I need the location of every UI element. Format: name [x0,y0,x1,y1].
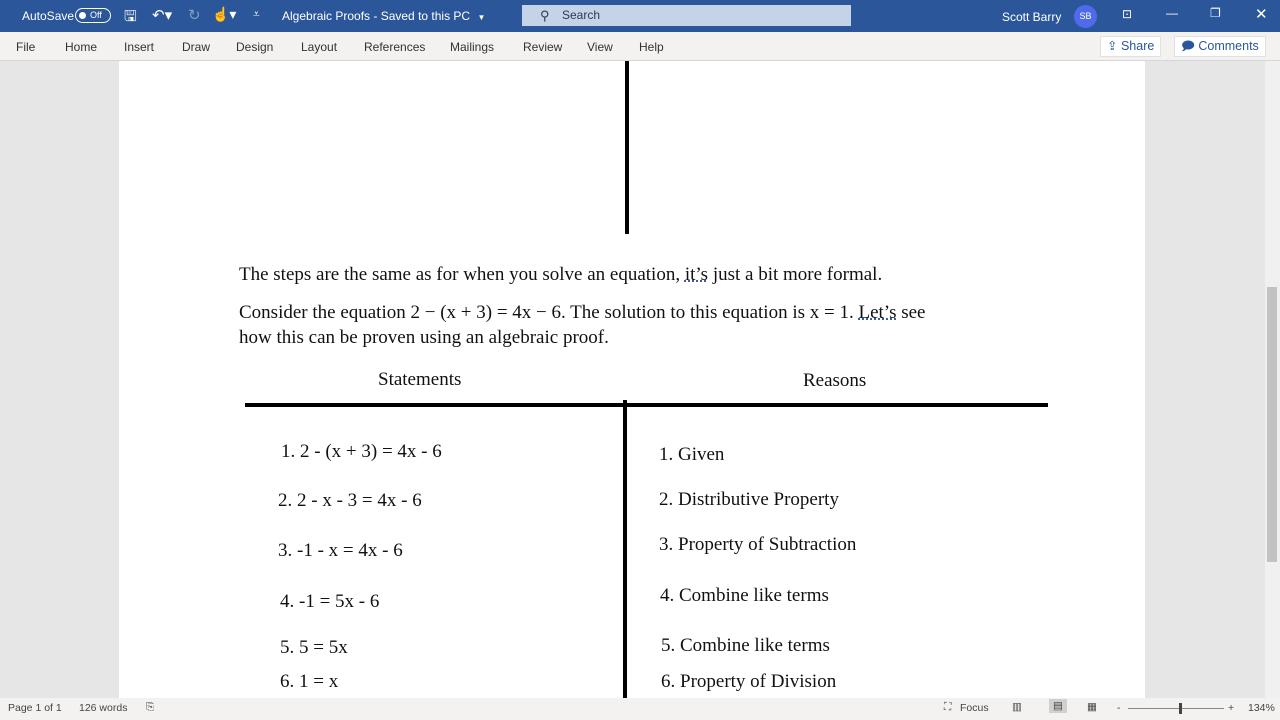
tab-help[interactable]: Help [639,40,664,54]
statement-6: 6. 1 = x [280,671,339,692]
zoom-out-icon[interactable]: - [1117,702,1121,714]
page-count[interactable]: Page 1 of 1 [8,702,62,714]
avatar[interactable]: SB [1074,5,1097,28]
top-tchart-divider [625,61,629,234]
ribbon-tabs [0,32,1280,61]
reason-5: 5. Combine like terms [661,635,830,656]
scrollbar-thumb[interactable] [1267,287,1277,562]
text: Consider the equation 2 − (x + 3) = 4x − 6. The solution to this equation is x = 1. [239,302,859,323]
minimize-icon[interactable]: — [1166,6,1178,20]
comment-icon: 🗩 [1181,39,1199,53]
text: see [896,302,926,323]
tab-design[interactable]: Design [236,40,274,54]
read-mode-icon[interactable]: ▥ [1012,701,1022,713]
reason-6: 6. Property of Division [661,671,837,692]
paragraph-2 [239,302,926,324]
comments-label: Comments [1198,39,1259,53]
tab-insert[interactable]: Insert [124,40,155,54]
document-title[interactable]: Algebraic Proofs - Saved to this PC [282,9,471,23]
statement-4: 4. -1 = 5x - 6 [280,591,380,612]
status-bar [0,698,1280,720]
focus-icon[interactable]: ⛶ [944,701,952,713]
reason-2: 2. Distributive Property [659,489,839,510]
comments-button[interactable] [1174,36,1266,57]
autosave-label: AutoSave [22,9,75,23]
close-icon[interactable]: ✕ [1255,6,1268,23]
redo-icon[interactable]: ↻ [188,7,201,24]
search-icon: ⚲ [540,8,550,23]
title-bar [0,0,1280,32]
reason-3: 3. Property of Subtraction [659,534,857,555]
share-icon: ⇪ [1107,39,1121,53]
table-vertical-line [623,400,627,698]
ribbon-display-icon[interactable]: ⊡ [1122,7,1133,21]
zoom-in-icon[interactable]: + [1228,702,1235,714]
search-placeholder: Search [562,8,601,22]
restore-icon[interactable]: ❐ [1210,6,1221,20]
autosave-toggle[interactable]: Off [75,8,111,23]
title-dropdown-icon[interactable]: ▼ [477,13,486,22]
text: just a bit more formal. [708,264,883,285]
focus-button[interactable]: Focus [960,702,989,714]
customize-qat-icon[interactable]: ⩡ [253,7,260,21]
tab-review[interactable]: Review [523,40,563,54]
document-page[interactable] [119,61,1145,698]
print-layout-icon[interactable]: ▤ [1049,699,1067,713]
text: The steps are the same as for when you solve an equation, [239,264,685,285]
tab-home[interactable]: Home [65,40,98,54]
zoom-slider-thumb[interactable] [1179,703,1182,714]
statements-header: Statements [378,369,462,390]
statement-1: 1. 2 - (x + 3) = 4x - 6 [281,441,442,462]
tab-view[interactable]: View [587,40,613,54]
proofing-icon[interactable]: ⎘ [146,701,155,713]
tab-file[interactable]: File [16,40,36,54]
web-layout-icon[interactable]: ▦ [1087,701,1097,713]
share-label: Share [1120,39,1155,53]
save-icon[interactable]: 🖫 [124,8,137,25]
flagged-word: Let’s [858,302,897,323]
reason-4: 4. Combine like terms [660,585,829,606]
tab-references[interactable]: References [364,40,426,54]
touch-mode-icon[interactable]: ☝▾ [212,6,237,22]
zoom-level[interactable]: 134% [1248,702,1275,714]
document-title-group[interactable] [282,9,485,23]
word-count[interactable]: 126 words [79,702,128,714]
paragraph-2-cont: how this can be proven using an algebraic proof. [239,327,609,348]
statement-2: 2. 2 - x - 3 = 4x - 6 [278,490,422,511]
paragraph-1 [239,264,882,286]
statement-3: 3. -1 - x = 4x - 6 [278,540,403,561]
undo-icon[interactable]: ↶▾ [152,7,173,24]
tab-mailings[interactable]: Mailings [450,40,495,54]
statement-5: 5. 5 = 5x [280,637,348,658]
flagged-word: it’s [684,264,709,285]
vertical-scrollbar[interactable] [1265,61,1280,698]
tab-draw[interactable]: Draw [182,40,211,54]
reason-1: 1. Given [659,444,725,465]
table-horizontal-line [245,403,1048,407]
zoom-slider[interactable] [1128,708,1224,709]
share-button[interactable] [1100,36,1161,57]
reasons-header: Reasons [803,370,867,391]
user-name[interactable]: Scott Barry [1002,10,1062,24]
tab-layout[interactable]: Layout [301,40,338,54]
search-box[interactable] [522,5,851,26]
